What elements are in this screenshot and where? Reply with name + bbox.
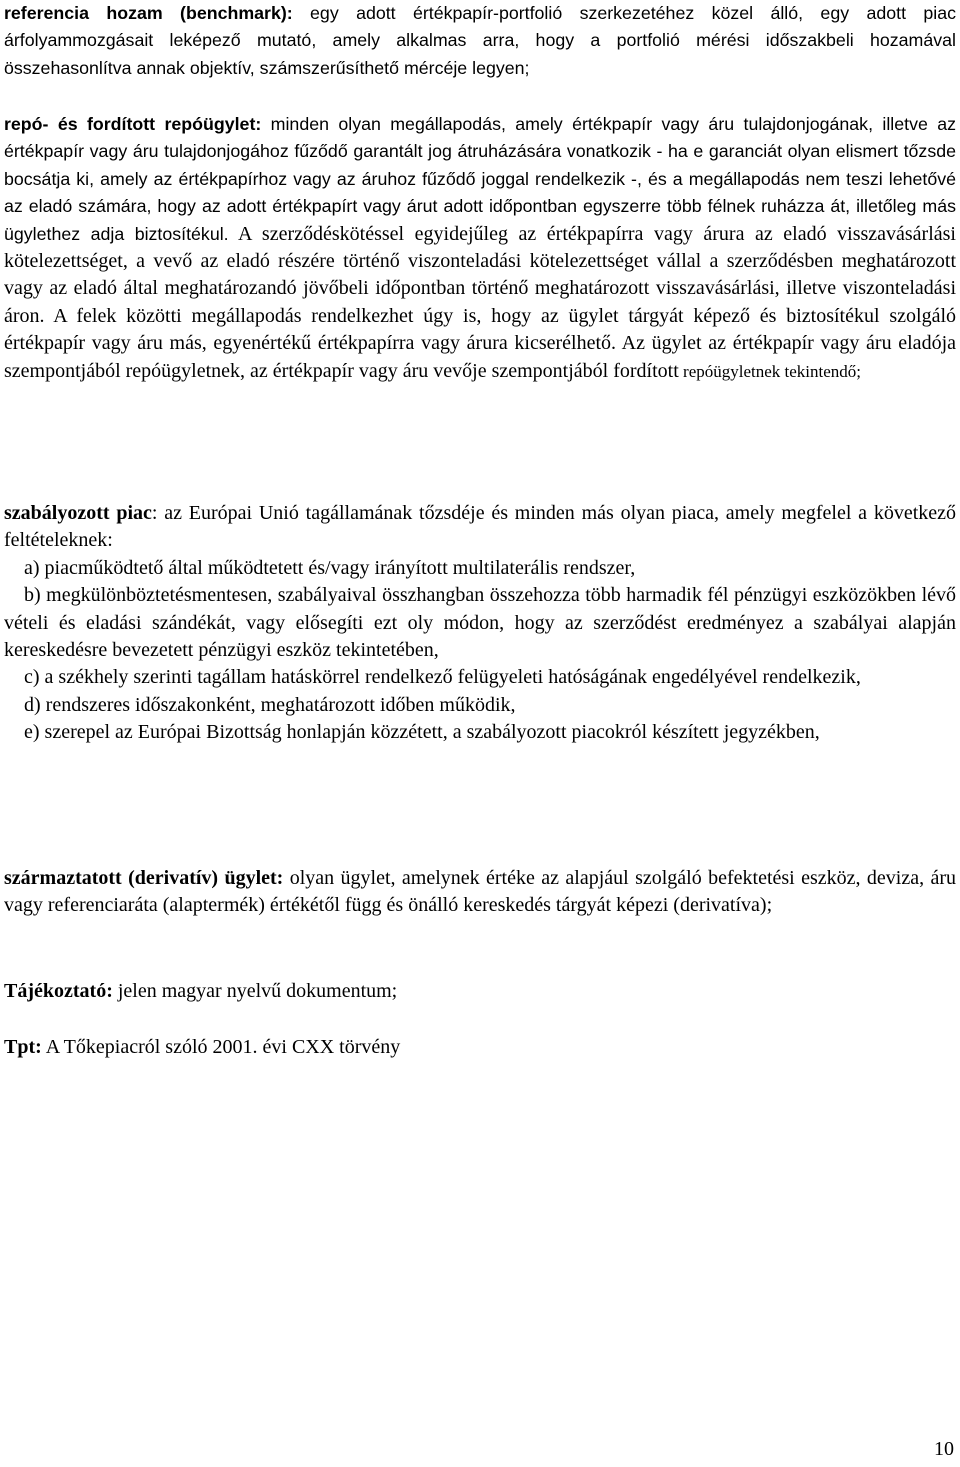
term-derivative: származtatott (derivatív) ügylet: xyxy=(4,867,284,889)
definition-info-text: jelen magyar nyelvű dokumentum; xyxy=(112,980,398,1002)
definition-tpt-text: A Tőkepiacról szóló 2001. évi CXX törvény xyxy=(41,1036,401,1058)
term-regulated-market: szabályozott piac xyxy=(4,502,152,524)
definition-regulated-market-text: : az Európai Unió tagállamának tőzsdéje és minden más olyan piaca, amely megfelel a következő feltételeknek: xyxy=(4,502,957,552)
term-info: Tájékoztató: xyxy=(4,980,113,1002)
definition-repo-text-serif: A szerződéskötéssel egyidejűleg az értékpapírra vagy árura az eladó visszavásárlási kötelezettséget, a vevő az eladó részére történő viszonteladási kötelezettséget vállal a szerződésben meghatározott vagy az eladó által meghatározandó jövőbeli időpontban történő meghatározott visszavásárlási, illetve viszonteladási áron. A felek közötti megállapodás rendelkezhet úgy is, hogy az ügylet tárgyát képező és biztosítékul szolgáló értékpapír vagy áru más, egyenértékű értékpapírra vagy árura kicserélhető. Az ügylet az értékpapír vagy áru eladója szempontjából repóügyletnek, az értékpapír vagy áru vevője szempontjából fordított xyxy=(4,222,956,382)
term-benchmark: referencia hozam (benchmark): xyxy=(4,3,293,23)
term-repo: repó- és fordított repóügylet: xyxy=(4,114,262,134)
list-item-e: e) szerepel az Európai Bizottság honlapján közzétett, a szabályozott piacokról készített jegyzékben, xyxy=(24,721,820,744)
definition-repo-text-sans: minden olyan megállapodás, amely értékpapír vagy áru tulajdonjogának, illetve az értékpapír vagy áru tulajdonjogához fűződő garantált jog átruházására vonatkozik - ha e garanciát olyan elismert tőzsde bocsátja ki, amely az értékpapírhoz vagy az áruhoz fűződő joggal rendelkezik -, és a megállapodás nem teszi lehetővé az eladó számára, hogy az adott értékpapírt vagy árut adott időpontban egyszerre több félnek ruházza át, illetőleg más ügylethez adja biztosítékul. xyxy=(4,114,956,244)
list-item-b: b) megkülönböztetésmentesen, szabályaival összhangban összehozza több harmadik fél pénzügyi eszközökben lévő vételi és eladási szándékát, vagy elősegíti ezt oly módon, hogy az szerződést eredményez a szabályai alapján kereskedésre bevezetett pénzügyi eszköz tekintetében, xyxy=(4,584,956,662)
definition-derivative-text: olyan ügylet, amelynek értéke az alapjául szolgáló befektetési eszköz, deviza, áru vagy referenciaráta (alaptermék) értékétől függ és önálló kereskedés tárgyát képezi (derivatíva); xyxy=(4,867,956,917)
term-tpt: Tpt: xyxy=(4,1036,42,1058)
definition-repo xyxy=(4,111,956,385)
list-item-d: d) rendszeres időszakonként, meghatározott időben működik, xyxy=(24,693,516,716)
page-number: 10 xyxy=(934,1438,954,1460)
definition-info xyxy=(4,978,956,1005)
definition-regulated-market xyxy=(4,500,956,747)
definition-benchmark xyxy=(4,0,956,82)
list-item-c: c) a székhely szerinti tagállam hatáskörrel rendelkező felügyeleti hatóságának engedélyével rendelkezik, xyxy=(24,666,861,689)
list-item-a: a) piacműködtető által működtetett és/vagy irányított multilaterális rendszer, xyxy=(24,556,636,579)
definition-derivative xyxy=(4,865,956,920)
definition-benchmark-text: egy adott értékpapír-portfolió szerkezetéhez közel álló, egy adott piac árfolyammozgásait leképező mutató, amely alkalmas arra, hogy a portfolió mérési időszakbeli hozamával összehasonlítva annak objektív, számszerűsíthető mércéje legyen; xyxy=(4,3,956,78)
definition-tpt xyxy=(4,1034,956,1061)
definition-repo-text-tail: repóügyletnek tekintendő; xyxy=(678,361,862,381)
definition-regulated-market-intro xyxy=(4,500,956,555)
